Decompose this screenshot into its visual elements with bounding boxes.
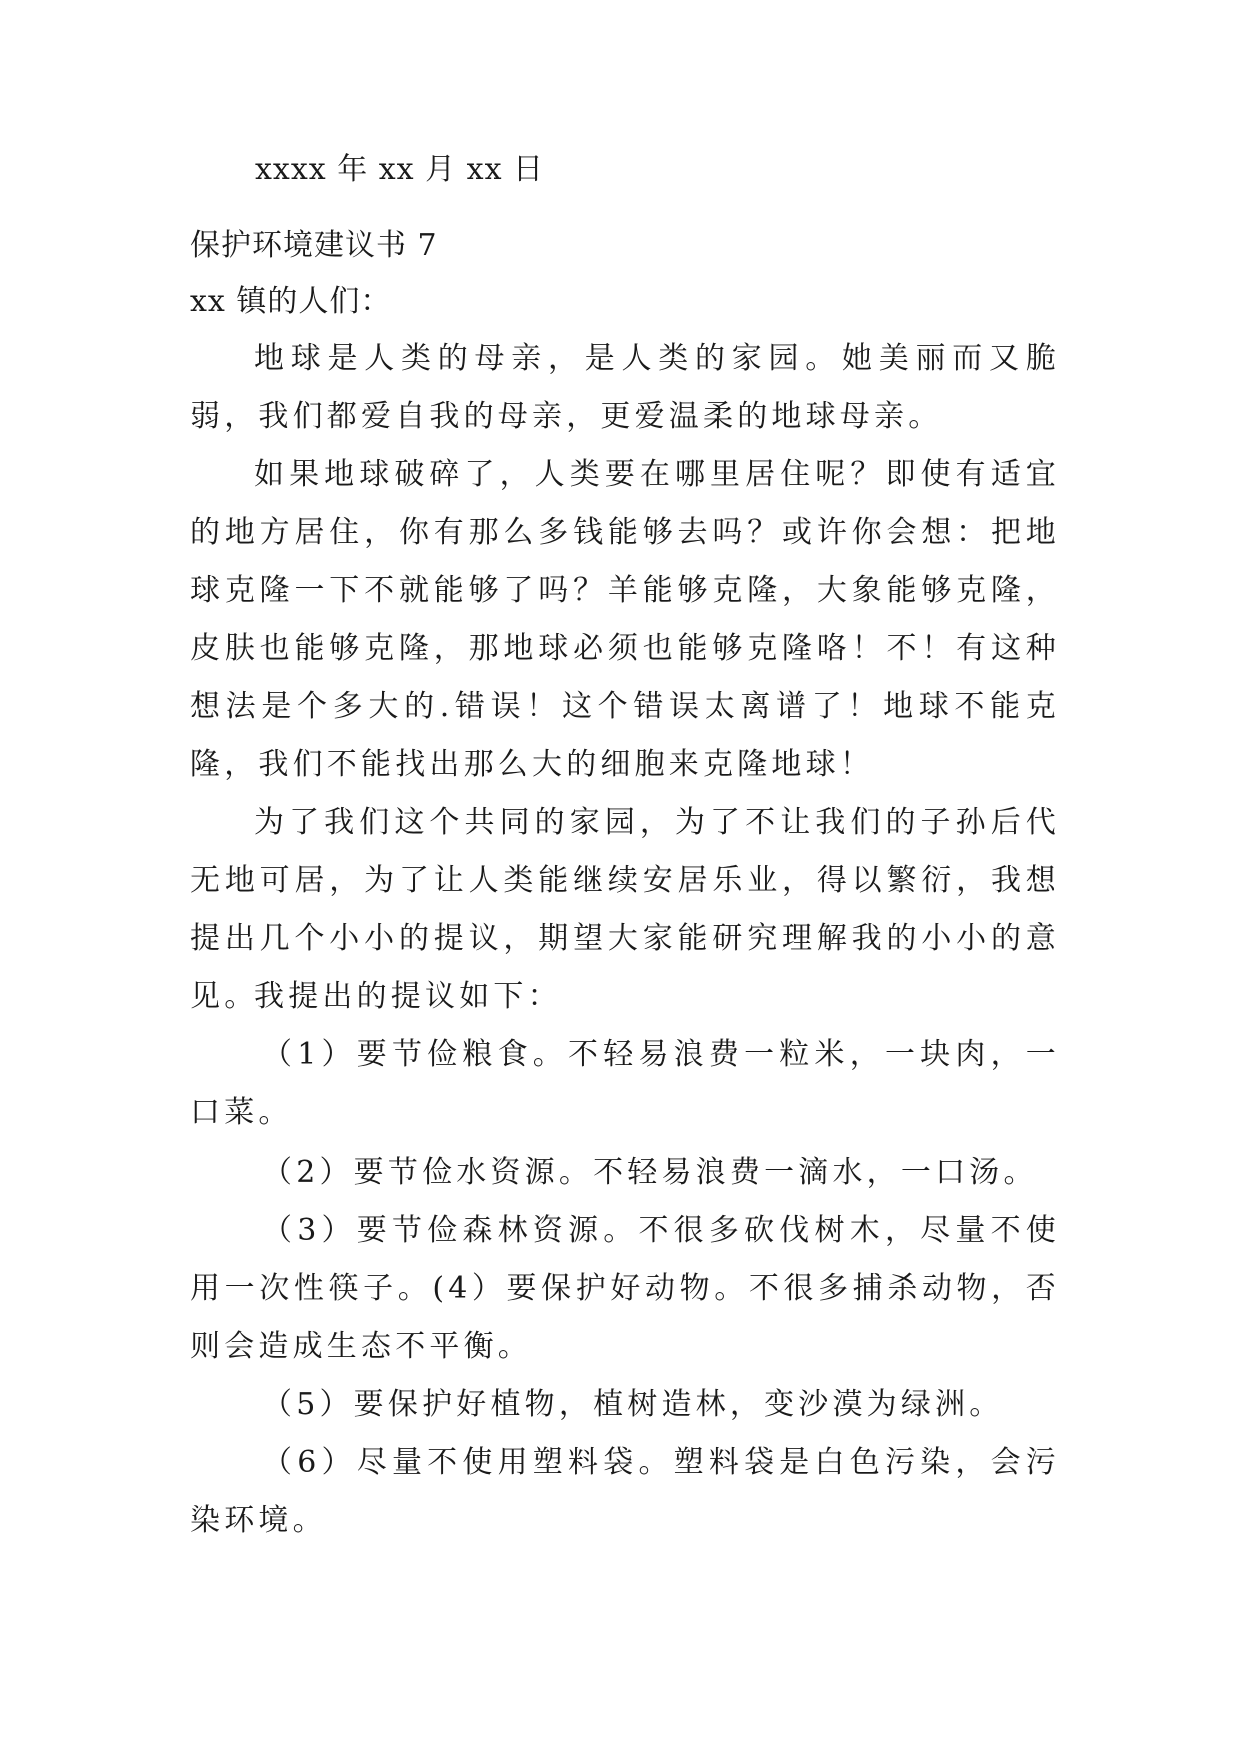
list-item-2: （2）要节俭水资源。不轻易浪费一滴水，一口汤。	[262, 1155, 1038, 1190]
paragraph-3: 为了我们这个共同的家园，为了不让我们的子孙后代无地可居，为了让人类能继续安居乐业，得以繁衍，我想提出几个小小的提议，期望大家能研究理解我的小小的意见。	[190, 805, 1060, 1014]
document-title: 保护环境建议书 7	[190, 228, 438, 263]
list-item-5: （5）要保护好植物，植树造林，变沙漠为绿洲。	[262, 1387, 1004, 1422]
paragraph-2: 如果地球破碎了，人类要在哪里居住呢？即使有适宜的地方居住，你有那么多钱能够去吗？或许你会想：把地球克隆一下不就能够了吗？羊能够克隆，大象能够克隆，皮肤也能够克隆，那地球必须也能够克隆咯！不！有这种想法是个多大的.错误！这个错误太离谱了！地球不能克隆，我们不能找出那么大的细胞来克隆地球！	[190, 457, 1060, 782]
date-line: xxxx 年 xx 月 xx 日	[255, 152, 545, 187]
paragraph-1: 地球是人类的母亲，是人类的家园。她美丽而又脆弱，我们都爱自我的母亲，更爱温柔的地球母亲。	[190, 341, 1060, 434]
list-item-6: （6）尽量不使用塑料袋。塑料袋是白色污染，会污染环境。	[190, 1445, 1060, 1538]
paragraph-4: 我提出的提议如下：	[254, 979, 562, 1014]
list-item-1: （1）要节俭粮食。不轻易浪费一粒米，一块肉，一口菜。	[190, 1037, 1060, 1130]
list-item-3: （3）要节俭森林资源。不很多砍伐树木，尽量不使用一次性筷子。(4）要保护好动物。不很多捕杀动物，否则会造成生态不平衡。	[190, 1213, 1060, 1364]
salutation: xx 镇的人们：	[190, 284, 392, 319]
